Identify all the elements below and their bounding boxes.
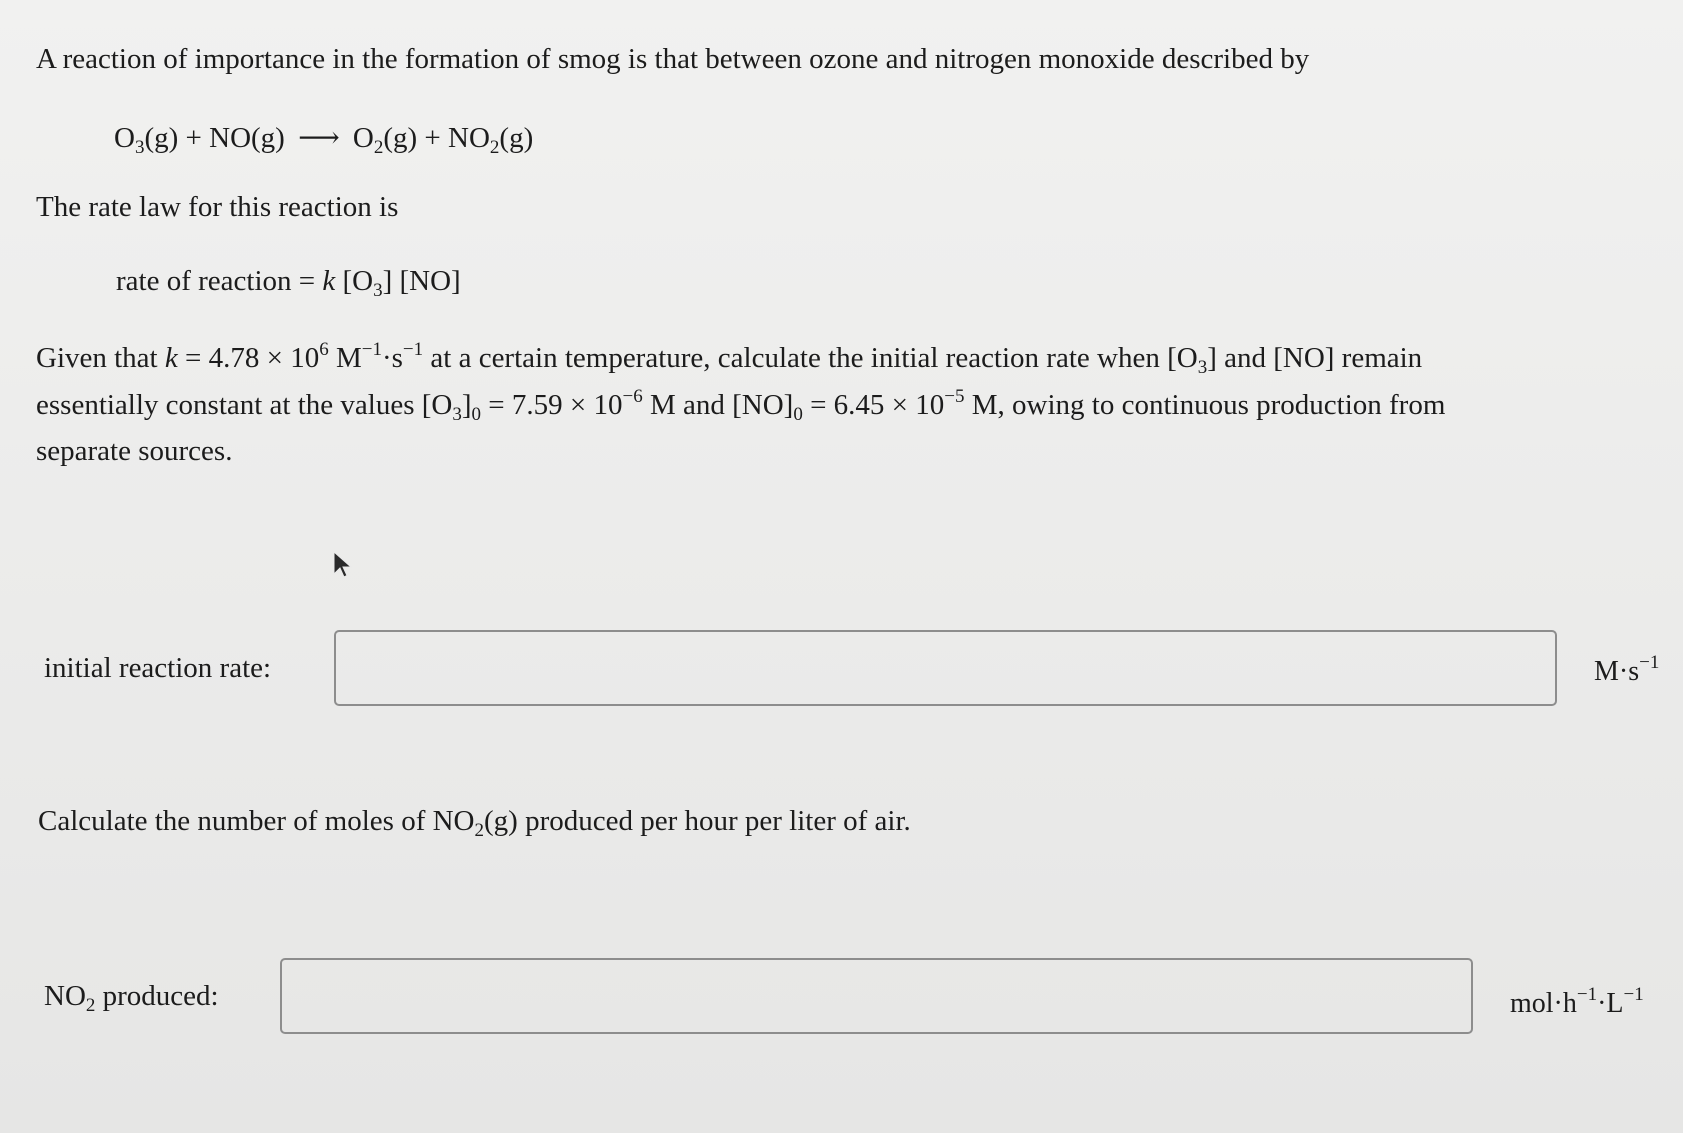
no2-question-text: Calculate the number of moles of $NO_2(g)$ produced per hour per liter of air. xyxy=(38,805,911,841)
mouse-cursor-icon xyxy=(332,550,356,580)
rate-law-equation: rate of reaction = k $[O_3]$ [NO] xyxy=(116,265,461,301)
no2-produced-label: $NO_2$ produced: xyxy=(44,980,219,1016)
reaction-arrow: ⟶ xyxy=(298,122,340,154)
given-line-1: Given that $k = 4.78 \times 10^6$ $M^{-1}\cdot s^{-1}$ at a certain temperature, calculate the initial reaction rate when $[O_3]$ and [NO] remain xyxy=(36,339,1423,378)
initial-rate-label: initial reaction rate: xyxy=(44,652,272,684)
reaction-equation: $O_3(g) + NO(g)$ ⟶ $O_2(g) + NO_2(g)$ xyxy=(114,122,534,158)
initial-rate-unit: $M\cdot s^{-1}$ xyxy=(1594,652,1660,687)
initial-rate-input[interactable] xyxy=(334,630,1557,706)
rate-law-intro: The rate law for this reaction is xyxy=(36,191,399,223)
given-line-3: separate sources. xyxy=(36,435,233,467)
no2-produced-unit: $mol\cdot h^{-1}\cdot L^{-1}$ xyxy=(1510,984,1644,1019)
given-line-2: essentially constant at the values $[O_3]_0 = 7.59 \times 10^{-6}$ M and $[NO]_0 = 6.45 \times 10^{-5}$ M, owing to continuous production from xyxy=(36,386,1446,425)
intro-text: A reaction of importance in the formation of smog is that between ozone and nitrogen monoxide described by xyxy=(36,43,1310,75)
no2-produced-input[interactable] xyxy=(280,958,1473,1034)
